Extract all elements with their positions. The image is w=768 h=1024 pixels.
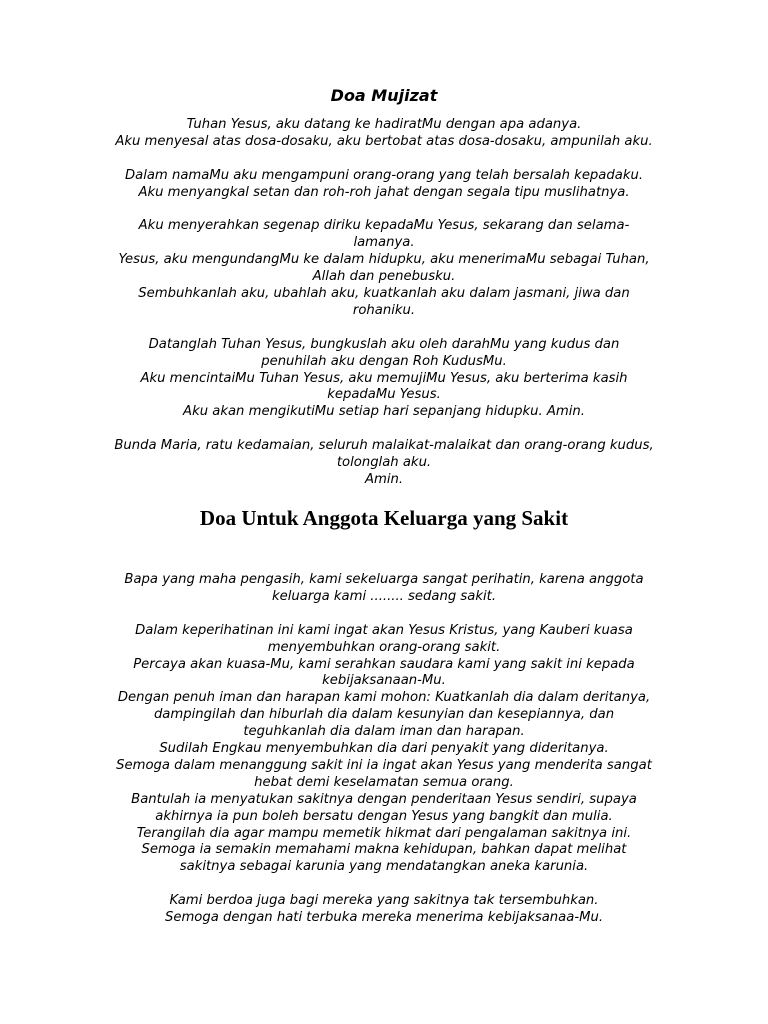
text-line: Aku mencintaiMu Tuhan Yesus, aku memujiMu Yesus, aku berterima kasih — [140, 370, 628, 386]
text-line: Percaya akan kuasa-Mu, kami serahkan saudara kami yang sakit ini kepada — [133, 656, 635, 672]
text-line: Semoga dengan hati terbuka mereka menerima kebijaksanaa-Mu. — [164, 910, 604, 926]
text-line: Tuhan Yesus, aku datang ke hadiratMu dengan apa adanya. — [186, 117, 582, 132]
text-line: Bantulah ia menyatukan sakitnya dengan penderitaan Yesus sendiri, supaya — [131, 791, 637, 807]
text-line: Sudilah Engkau menyembuhkan dia dari penyakit yang dideritanya. — [159, 741, 609, 757]
text-line: Semoga dalam menanggung sakit ini ia ingat akan Yesus yang menderita sangat — [116, 757, 652, 773]
text-line: tolonglah aku. — [336, 455, 432, 471]
prayer-paragraph — [80, 168, 688, 202]
prayer-paragraph — [80, 438, 688, 489]
text-line: akhirnya ia pun boleh bersatu dengan Yesus yang bangkit dan mulia. — [155, 808, 613, 824]
text-line: Dalam keperihatinan ini kami ingat akan Yesus Kristus, yang Kauberi kuasa — [135, 622, 633, 638]
prayer-paragraph — [80, 893, 688, 927]
text-line: menyembuhkan orang-orang sakit. — [267, 639, 501, 655]
text-line: Bunda Maria, ratu kedamaian, seluruh malaikat-malaikat dan orang-orang kudus, — [114, 438, 654, 454]
text-line: kepadaMu Yesus. — [327, 387, 441, 403]
text-line: Yesus, aku mengundangMu ke dalam hidupku, aku menerimaMu sebagai Tuhan, — [118, 252, 650, 268]
text-line: Allah dan penebusku. — [312, 269, 456, 285]
text-line: Dengan penuh iman dan harapan kami mohon: Kuatkanlah dia dalam deritanya, — [117, 690, 651, 706]
prayer-paragraph — [80, 572, 688, 606]
prayer-paragraph — [80, 218, 688, 319]
text-line: keluarga kami ........ sedang sakit. — [271, 588, 497, 604]
text-line: Terangilah dia agar mampu memetik hikmat dari pengalaman sakitnya ini. — [136, 825, 632, 841]
text-line: rohaniku. — [352, 302, 416, 318]
text-line: dampingilah dan hiburlah dia dalam kesunyian dan kesepiannya, dan — [153, 707, 615, 723]
prayer-body-doa-mujizat — [80, 117, 688, 489]
prayer-paragraph — [80, 117, 688, 151]
text-line: Aku akan mengikutiMu setiap hari sepanjang hidupku. Amin. — [183, 404, 585, 420]
text-line: Aku menyesal atas dosa-dosaku, aku bertobat atas dosa-dosaku, ampunilah aku. — [115, 133, 653, 149]
prayer-body-keluarga-sakit — [80, 572, 688, 927]
text-line: teguhkanlah dia dalam iman dan harapan. — [243, 724, 525, 740]
text-line: kebijaksanaan-Mu. — [322, 673, 446, 689]
text-line: Datanglah Tuhan Yesus, bungkuslah aku oleh darahMu yang kudus dan — [148, 336, 620, 352]
text-line: Amin. — [364, 471, 404, 487]
text-line: hebat demi keselamatan semua orang. — [254, 774, 514, 790]
text-line: Aku menyerahkan segenap diriku kepadaMu Yesus, sekarang dan selama- — [138, 218, 630, 234]
text-line: lamanya. — [353, 235, 415, 251]
prayer-title-keluarga-sakit: Doa Untuk Anggota Keluarga yang Sakit — [199, 506, 569, 530]
text-line: Aku menyangkal setan dan roh-roh jahat dengan segala tipu muslihatnya. — [138, 184, 630, 200]
prayer-title-doa-mujizat: Doa Mujizat — [330, 86, 438, 105]
text-line: Bapa yang maha pengasih, kami sekeluarga sangat perihatin, karena anggota — [124, 572, 644, 587]
text-line: Kami berdoa juga bagi mereka yang sakitnya tak tersembuhkan. — [169, 893, 599, 909]
prayer-paragraph — [80, 337, 688, 422]
text-line: sakitnya sebagai karunia yang mendatangkan aneka karunia. — [179, 859, 589, 875]
text-line: Sembuhkanlah aku, ubahlah aku, kuatkanlah aku dalam jasmani, jiwa dan — [138, 286, 630, 302]
text-line: Dalam namaMu aku mengampuni orang-orang yang telah bersalah kepadaku. — [124, 167, 644, 183]
prayer-paragraph — [80, 623, 688, 877]
text-line: Semoga ia semakin memahami makna kehidupan, bahkan dapat melihat — [141, 842, 627, 858]
text-line: penuhilah aku dengan Roh KudusMu. — [261, 353, 507, 369]
